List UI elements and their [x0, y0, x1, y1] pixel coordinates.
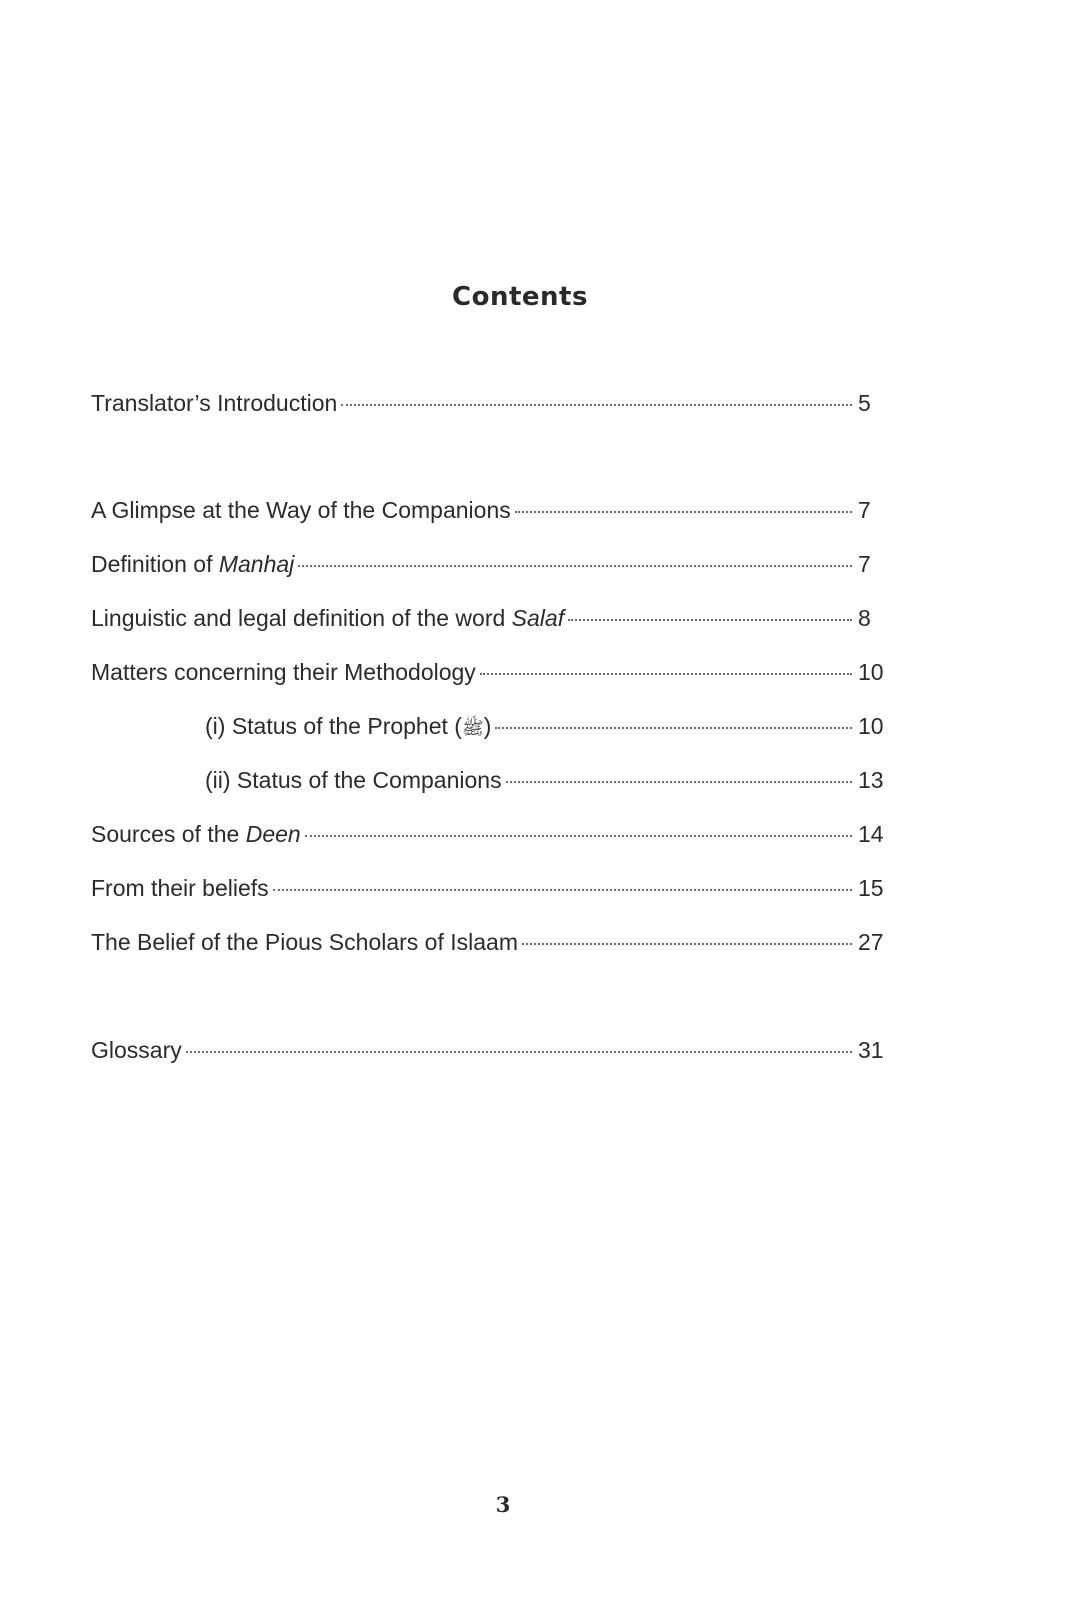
toc-entry-glimpse-companions[interactable] [91, 493, 886, 527]
toc-entry-glossary[interactable] [91, 1033, 886, 1067]
italic-term: Salaf [511, 605, 565, 631]
toc-entry-their-beliefs[interactable] [91, 871, 886, 905]
italic-term: Deen [245, 821, 301, 847]
toc-entry-matters-methodology[interactable] [91, 655, 886, 689]
toc-entry-label: The Belief of the Pious Scholars of Islaam [91, 929, 518, 955]
dot-leader [568, 619, 852, 621]
dot-leader [298, 565, 852, 567]
dot-leader [305, 835, 852, 837]
dot-leader [186, 1051, 852, 1053]
toc-entry-page: 10 [858, 659, 884, 685]
toc-entry-page: 15 [858, 875, 884, 901]
toc-entry-label: Sources of the Deen [91, 821, 301, 847]
dot-leader [506, 781, 852, 783]
toc-entry-page: 27 [858, 929, 884, 955]
dot-leader [515, 511, 852, 513]
toc-entry-page: 31 [858, 1037, 884, 1063]
toc-entry-status-companions[interactable] [205, 763, 886, 797]
toc-entry-belief-pious-scholars[interactable] [91, 925, 886, 959]
toc-entry-label: (ii) Status of the Companions [205, 767, 502, 793]
toc-entry-page: 10 [858, 713, 884, 739]
page-number: 3 [495, 1492, 511, 1517]
salawat-glyph: ﷺ [461, 718, 484, 739]
toc-entry-sources-deen[interactable] [91, 817, 886, 851]
toc-entry-page: 14 [858, 821, 884, 847]
dot-leader [522, 943, 852, 945]
dot-leader [495, 727, 852, 729]
toc-entry-label: Glossary [91, 1037, 182, 1063]
toc-entry-label: Translator’s Introduction [91, 390, 338, 416]
toc-entry-page: 13 [858, 767, 884, 793]
toc-entry-label: Definition of Manhaj [91, 551, 295, 577]
toc-entry-translators-introduction[interactable] [91, 386, 886, 420]
dot-leader [480, 673, 852, 675]
toc-entry-definition-salaf[interactable] [91, 601, 886, 635]
toc-entry-label: Linguistic and legal definition of the word Salaf [91, 605, 565, 631]
toc-entry-page: 7 [858, 551, 871, 577]
toc-entry-label: From their beliefs [91, 875, 269, 901]
dot-leader [273, 889, 852, 891]
toc-entry-page: 5 [858, 390, 871, 416]
contents-heading: Contents [452, 282, 588, 312]
toc-entry-status-prophet[interactable] [205, 709, 886, 743]
toc-entry-label: Matters concerning their Methodology [91, 659, 476, 685]
toc-entry-page: 7 [858, 497, 871, 523]
toc-entry-page: 8 [858, 605, 871, 631]
italic-term: Manhaj [218, 551, 295, 577]
toc-entry-definition-manhaj[interactable] [91, 547, 886, 581]
dot-leader [341, 404, 852, 406]
toc-entry-label: A Glimpse at the Way of the Companions [91, 497, 511, 523]
toc-entry-label: (i) Status of the Prophet (ﷺ) [205, 713, 492, 739]
